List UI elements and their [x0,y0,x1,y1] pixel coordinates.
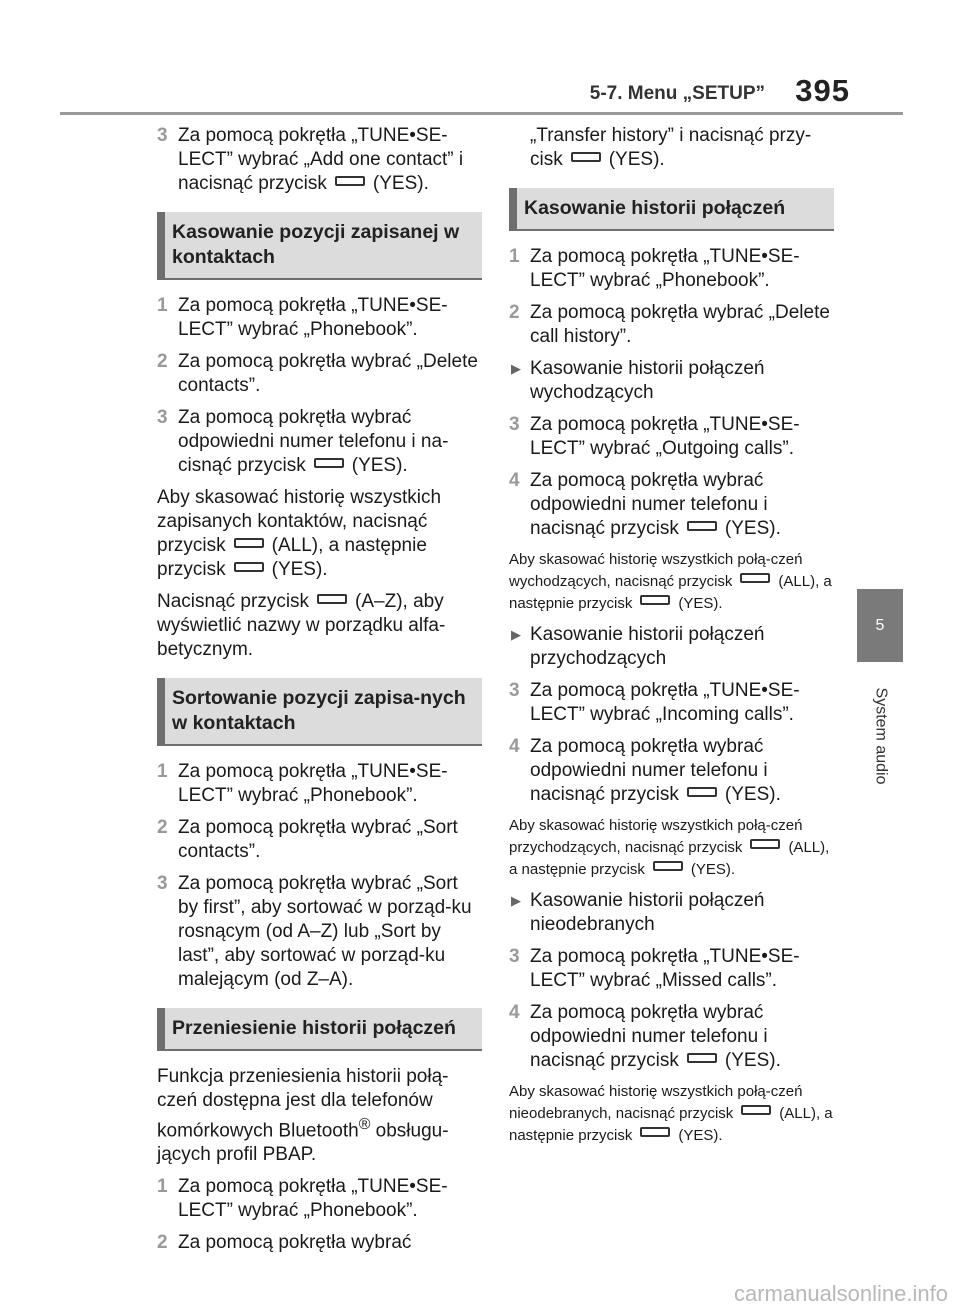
subheading: ▶ Kasowanie historii połączeń wychodzących [511,358,765,403]
button-icon [234,562,264,572]
step-text: Za pomocą pokrętła wybrać odpowiedni numer telefonu i na-cisnąć przycisk (YES). [178,407,449,476]
step-text: Za pomocą pokrętła „TUNE•SE-LECT” wybrać „Outgoing calls”. [530,414,800,459]
button-icon [314,458,344,468]
step [509,945,834,993]
button-icon [687,787,717,797]
button-icon [571,152,601,162]
step-text: Za pomocą pokrętła „TUNE•SE-LECT” wybrać „Phonebook”. [178,295,448,340]
step [157,1231,482,1255]
chapter-tab [857,589,903,662]
button-icon [741,1105,771,1115]
step [157,124,482,196]
step-text: Za pomocą pokrętła wybrać „Sort contacts”. [178,817,458,862]
step-number: 3 [157,125,168,146]
step-text: Za pomocą pokrętła wybrać „Delete contacts”. [178,351,478,396]
left-column [157,124,482,1263]
step-text: Za pomocą pokrętła wybrać odpowiedni numer telefonu i nacisnąć przycisk (YES). [530,1002,781,1071]
step-text: Za pomocą pokrętła wybrać „Sort by first”, aby sortować w porząd-ku rosnącym (od A–Z) lub „Sort by last”, aby sortować w porząd-ku malejącym (od Z–A). [178,873,472,990]
step [157,1175,482,1223]
step-text: Za pomocą pokrętła wybrać odpowiedni numer telefonu i nacisnąć przycisk (YES). [530,736,781,805]
step [157,406,482,478]
button-icon [687,1053,717,1063]
button-icon [653,861,683,871]
button-icon [687,521,717,531]
note: Aby skasować historię wszystkich połą-czeń nieodebranych, nacisnąć przycisk (ALL), a następnie przycisk (YES). [509,1083,833,1144]
triangle-arrow-icon: ▶ [511,627,521,642]
step-continuation [509,124,834,172]
section-heading: Kasowanie pozycji zapisanej w kontaktach [157,212,482,280]
header-rule [60,112,903,115]
step [509,413,834,461]
subheading: ▶ Kasowanie historii połączeń przychodzących [511,624,765,669]
button-icon [335,176,365,186]
step-text: Za pomocą pokrętła „TUNE•SE-LECT” wybrać „Phonebook”. [178,1176,448,1222]
button-icon [640,595,670,605]
step-text: Za pomocą pokrętła wybrać [178,1232,412,1254]
step-text: Za pomocą pokrętła wybrać „Delete call history”. [530,302,830,347]
step-text: Za pomocą pokrętła „TUNE•SE-LECT” wybrać „Phonebook”. [530,246,800,291]
note: Aby skasować historię wszystkich połą-czeń przychodzących, nacisnąć przycisk (ALL), a następnie przycisk (YES). [509,817,830,878]
step-number: 4 [509,470,520,491]
step-number: 1 [157,1176,168,1198]
paragraph: Funkcja przeniesienia historii połą-czeń dostępna jest dla telefonów komórkowych Bluetooth® obsługu-jących profil PBAP. [157,1066,449,1166]
button-icon [640,1127,670,1137]
step-number: 2 [157,817,168,838]
step-number: 1 [157,295,168,316]
subheading: ▶ Kasowanie historii połączeń nieodebranych [511,890,765,935]
step-number: 1 [509,246,520,267]
step [509,469,834,541]
step-text: Za pomocą pokrętła „TUNE•SE-LECT” wybrać „Add one contact” i nacisnąć przycisk (YES). [178,125,464,194]
step-number: 1 [157,761,168,782]
section-heading: Kasowanie historii połączeń [509,188,834,231]
step-text: Za pomocą pokrętła „TUNE•SE-LECT” wybrać „Missed calls”. [530,946,800,991]
button-icon [750,839,780,849]
triangle-arrow-icon: ▶ [511,361,521,376]
chapter-label: System audio [872,687,889,785]
step [157,350,482,398]
button-icon [740,573,770,583]
step [509,245,834,293]
section-heading: Przeniesienie historii połączeń [157,1008,482,1051]
step [509,735,834,807]
step-number: 2 [509,302,520,323]
step-number: 3 [509,680,520,701]
watermark: carmanualsonline.info [733,1281,948,1306]
button-icon [317,594,347,604]
step-text: Za pomocą pokrętła wybrać odpowiedni numer telefonu i nacisnąć przycisk (YES). [530,470,781,539]
step [157,872,482,992]
step-number: 3 [509,414,520,435]
step-number: 4 [509,736,520,757]
button-icon [234,538,264,548]
step [157,816,482,864]
step [509,1001,834,1073]
step-number: 3 [157,407,168,428]
step [509,679,834,727]
chapter-number: 5 [875,616,885,634]
note: Aby skasować historię wszystkich połą-czeń wychodzących, nacisnąć przycisk (ALL), a następnie przycisk (YES). [509,551,832,612]
page-number: 395 [795,73,850,108]
right-column [509,124,834,1155]
step-text: „Transfer history” i nacisnąć przy-cisk (YES). [530,125,812,170]
step-number: 3 [157,873,168,894]
section-title: 5-7. Menu „SETUP” [589,83,765,104]
step-number: 3 [509,946,520,967]
paragraph: Aby skasować historię wszystkich zapisanych kontaktów, nacisnąć przycisk (ALL), a następnie przycisk (YES). [157,487,442,580]
triangle-arrow-icon: ▶ [511,893,521,908]
step-number: 4 [509,1002,520,1023]
step-number: 2 [157,351,168,372]
step-text: Za pomocą pokrętła „TUNE•SE-LECT” wybrać „Phonebook”. [178,761,448,806]
step-number: 2 [157,1232,168,1254]
paragraph: Nacisnąć przycisk (A–Z), aby wyświetlić nazwy w porządku alfa-betycznym. [157,591,446,660]
step [509,301,834,349]
section-heading: Sortowanie pozycji zapisa-nych w kontaktach [157,678,482,746]
step-text: Za pomocą pokrętła „TUNE•SE-LECT” wybrać „Incoming calls”. [530,680,800,725]
step [157,294,482,342]
step [157,760,482,808]
